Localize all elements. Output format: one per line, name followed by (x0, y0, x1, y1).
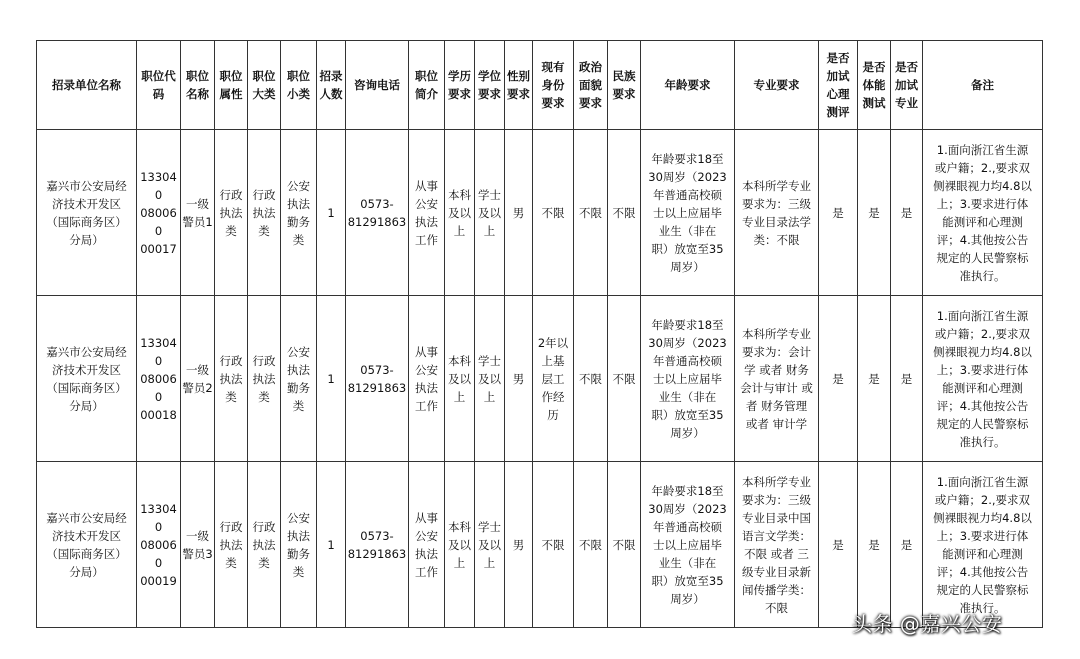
cell-psych-test: 是 (819, 296, 858, 462)
table-row (37, 462, 1043, 628)
cell-ethnicity: 不限 (608, 462, 641, 628)
header-age: 年龄要求 (641, 41, 735, 130)
cell-position-category: 行政 执法 类 (248, 296, 281, 462)
header-phone: 咨询电话 (346, 41, 409, 130)
cell-position-name: 一级 警员3 (181, 462, 215, 628)
cell-remarks: 1.面向浙江省生源 或户籍；2.,要求双 侧裸眼视力均4.8以 上；3.要求进行体 能测评和心理测 评；4.其他按公告 规定的人民警察标 准执行。 (923, 296, 1043, 462)
cell-age: 年龄要求18至 30周岁（2023 年普通高校硕 士以上应届毕 业生（非在 职）放宽至35 周岁） (641, 130, 735, 296)
cell-position-subcategory: 公安 执法 勤务 类 (281, 130, 317, 296)
header-unit-name: 招录单位名称 (37, 41, 137, 130)
cell-position-subcategory: 公安 执法 勤务 类 (281, 462, 317, 628)
header-position-attribute: 职位 属性 (215, 41, 248, 130)
recruitment-table (36, 40, 1043, 628)
header-position-category: 职位 大类 (248, 41, 281, 130)
header-physical-test: 是否 体能 测试 (858, 41, 891, 130)
cell-education: 本科 及以 上 (445, 462, 475, 628)
cell-position-category: 行政 执法 类 (248, 462, 281, 628)
cell-degree: 学士 及以 上 (475, 462, 505, 628)
cell-major: 本科所学专业 要求为：会计 学 或者 财务 会计与审计 或 者 财务管理 或者 审计学 (735, 296, 819, 462)
header-gender: 性别 要求 (505, 41, 533, 130)
cell-professional-test: 是 (891, 130, 923, 296)
header-degree: 学位 要求 (475, 41, 505, 130)
table-row (37, 130, 1043, 296)
cell-political: 不限 (574, 296, 608, 462)
cell-position-attribute: 行政 执法 类 (215, 296, 248, 462)
cell-position-subcategory: 公安 执法 勤务 类 (281, 296, 317, 462)
header-education: 学历 要求 (445, 41, 475, 130)
cell-remarks: 1.面向浙江省生源 或户籍；2.,要求双 侧裸眼视力均4.8以 上；3.要求进行体 能测评和心理测 评；4.其他按公告 规定的人民警察标 准执行。 (923, 130, 1043, 296)
cell-age: 年龄要求18至 30周岁（2023 年普通高校硕 士以上应届毕 业生（非在 职）放宽至35 周岁） (641, 296, 735, 462)
header-professional-test: 是否 加试 专业 (891, 41, 923, 130)
cell-phone: 0573- 81291863 (346, 130, 409, 296)
cell-position-code: 133040 080060 00018 (137, 296, 181, 462)
cell-major: 本科所学专业 要求为：三级 专业目录中国 语言文学类： 不限 或者 三 级专业目录新 闻传播学类： 不限 (735, 462, 819, 628)
cell-physical-test: 是 (858, 462, 891, 628)
header-major: 专业要求 (735, 41, 819, 130)
cell-gender: 男 (505, 462, 533, 628)
header-row (37, 41, 1043, 130)
cell-position-code: 133040 080060 00017 (137, 130, 181, 296)
cell-headcount: 1 (317, 130, 346, 296)
cell-education: 本科 及以 上 (445, 296, 475, 462)
cell-degree: 学士 及以 上 (475, 296, 505, 462)
cell-unit-name: 嘉兴市公安局经 济技术开发区 （国际商务区） 分局） (37, 296, 137, 462)
cell-position-attribute: 行政 执法 类 (215, 130, 248, 296)
cell-gender: 男 (505, 130, 533, 296)
header-position-code: 职位代 码 (137, 41, 181, 130)
cell-phone: 0573- 81291863 (346, 462, 409, 628)
header-psych-test: 是否 加试 心理 测评 (819, 41, 858, 130)
cell-political: 不限 (574, 130, 608, 296)
cell-gender: 男 (505, 296, 533, 462)
cell-unit-name: 嘉兴市公安局经 济技术开发区 （国际商务区） 分局） (37, 130, 137, 296)
cell-professional-test: 是 (891, 462, 923, 628)
cell-political: 不限 (574, 462, 608, 628)
cell-position-desc: 从事 公安 执法 工作 (409, 296, 445, 462)
cell-position-category: 行政 执法 类 (248, 130, 281, 296)
cell-unit-name: 嘉兴市公安局经 济技术开发区 （国际商务区） 分局） (37, 462, 137, 628)
header-headcount: 招录 人数 (317, 41, 346, 130)
header-political: 政治 面貌 要求 (574, 41, 608, 130)
cell-identity: 不限 (533, 130, 574, 296)
cell-position-code: 133040 080060 00019 (137, 462, 181, 628)
cell-phone: 0573- 81291863 (346, 296, 409, 462)
cell-age: 年龄要求18至 30周岁（2023 年普通高校硕 士以上应届毕 业生（非在 职）放宽至35 周岁） (641, 462, 735, 628)
cell-position-desc: 从事 公安 执法 工作 (409, 130, 445, 296)
cell-education: 本科 及以 上 (445, 130, 475, 296)
cell-position-attribute: 行政 执法 类 (215, 462, 248, 628)
cell-physical-test: 是 (858, 130, 891, 296)
cell-major: 本科所学专业 要求为：三级 专业目录法学 类：不限 (735, 130, 819, 296)
header-identity: 现有 身份 要求 (533, 41, 574, 130)
cell-identity: 2年以 上基 层工 作经 历 (533, 296, 574, 462)
cell-position-name: 一级 警员1 (181, 130, 215, 296)
cell-psych-test: 是 (819, 130, 858, 296)
cell-physical-test: 是 (858, 296, 891, 462)
cell-headcount: 1 (317, 462, 346, 628)
header-position-desc: 职位 简介 (409, 41, 445, 130)
watermark: 头条 @嘉兴公安 (852, 612, 1003, 636)
cell-ethnicity: 不限 (608, 296, 641, 462)
cell-position-desc: 从事 公安 执法 工作 (409, 462, 445, 628)
table-row (37, 296, 1043, 462)
cell-remarks: 1.面向浙江省生源 或户籍；2.,要求双 侧裸眼视力均4.8以 上；3.要求进行体 能测评和心理测 评；4.其他按公告 规定的人民警察标 准执行。 (923, 462, 1043, 628)
header-ethnicity: 民族 要求 (608, 41, 641, 130)
cell-ethnicity: 不限 (608, 130, 641, 296)
cell-position-name: 一级 警员2 (181, 296, 215, 462)
cell-professional-test: 是 (891, 296, 923, 462)
cell-identity: 不限 (533, 462, 574, 628)
cell-headcount: 1 (317, 296, 346, 462)
header-position-name: 职位 名称 (181, 41, 215, 130)
cell-degree: 学士 及以 上 (475, 130, 505, 296)
cell-psych-test: 是 (819, 462, 858, 628)
header-remarks: 备注 (923, 41, 1043, 130)
header-position-subcategory: 职位 小类 (281, 41, 317, 130)
